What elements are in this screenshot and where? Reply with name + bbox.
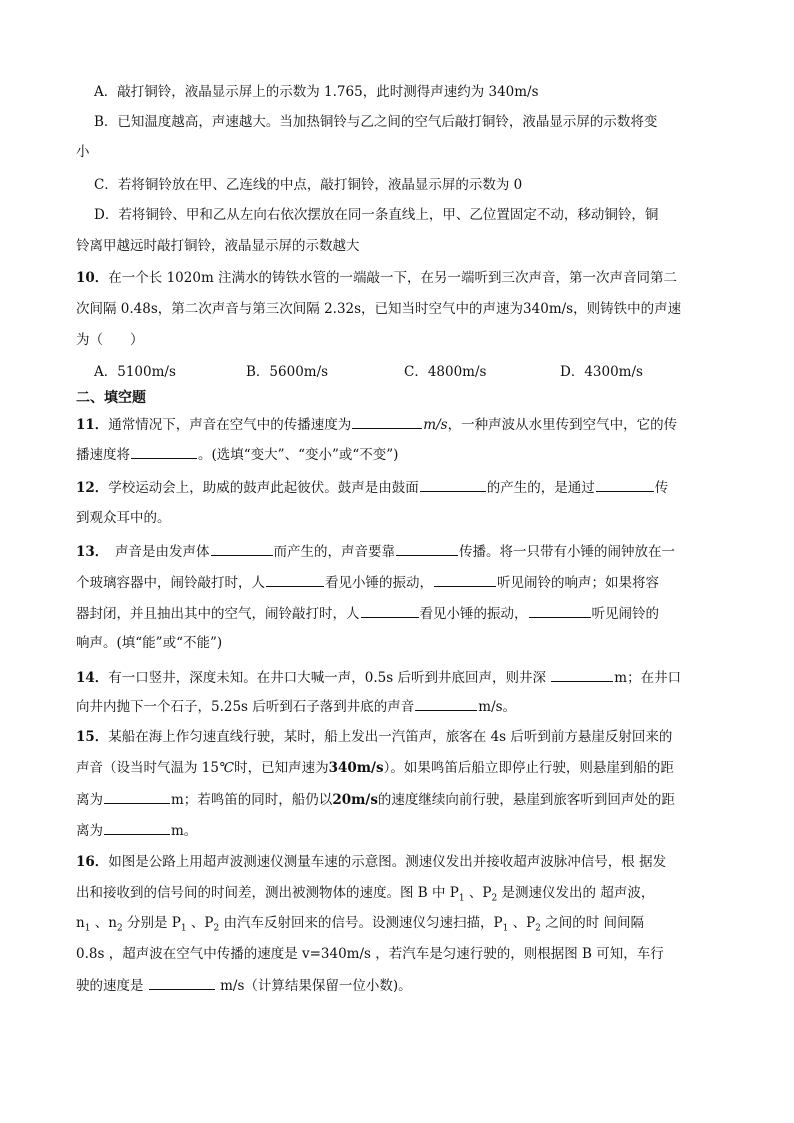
q12-line-2: 到观众耳中的。 (76, 510, 171, 526)
q16-sub: 2 (116, 923, 123, 934)
q15-text-d: 时，已知声速为 (234, 760, 329, 776)
q10-choice-b: B．5600m/s (246, 364, 329, 380)
q11-unit: m/s (423, 417, 448, 433)
q10-choice-a: A．5100m/s (94, 364, 176, 380)
q10-line-1 (76, 268, 677, 288)
q15-text-f: ）。如果鸣笛后船立即停止行驶，则悬崖到船的距 (383, 760, 674, 776)
q15-line-4 (76, 820, 197, 841)
q16-text-b: 出和接收到的信号间的时间差，测出被测物体的速度。图 B 中 P (76, 885, 459, 901)
q11-text-d: 。(选填“变大”、“变小”或“不变”) (198, 447, 399, 463)
q15-line-1 (76, 727, 672, 747)
q11-text-a: 通常情况下，声音在空气中的传播速度为 (108, 417, 352, 433)
q16-text-a: 如图是公路上用超声波测速仪测量车速的示意图。测速仪发出并接收超声波脉冲信号，根 据发 (108, 854, 667, 870)
q9-option-c: C．若将铜铃放在甲、乙连线的中点，敲打铜铃，液晶显示屏的示数为 0 (94, 177, 523, 193)
q15-text-g: 离为 (76, 792, 103, 808)
q16-text-c2: 、n (90, 915, 117, 931)
q13-blank-4[interactable] (434, 572, 496, 587)
q10-choice-d: D．4300m/s (560, 364, 643, 380)
q13-text-g: 器封闭，并且抽出其中的空气，闹铃敲打时，人 (76, 606, 360, 622)
q11-blank-change[interactable] (131, 444, 197, 459)
q13-text-d: 个玻璃容器中，闹铃敲打时，人 (76, 575, 265, 591)
q10-choice-c: C．4800m/s (404, 364, 487, 380)
q15-text-a: 某船在海上作匀速直线行驶，某时，船上发出一汽笛声，旅客在 4s 后听到前方悬崖反射回来的 (108, 729, 673, 745)
q16-text-c10: 、P (508, 915, 536, 931)
q13-blank-5[interactable] (361, 603, 419, 618)
q14-number: 14． (76, 670, 109, 686)
q16-line-4: 0.8s ，超声波在空气中传播的速度是 v=340m/s ，若汽车是匀速行驶的，则根据图 B 可知，车行 (76, 946, 664, 962)
q15-blank-1[interactable] (104, 789, 170, 804)
q16-text-c: n (76, 915, 85, 931)
q16-line-5 (76, 975, 412, 996)
q16-line-2 (76, 883, 654, 909)
q13-text-i: 听见闹铃的 (591, 606, 659, 622)
q13-text-f: 听见闹铃的响声；如果将容 (497, 575, 659, 591)
q13-text-b: 而产生的，声音要靠 (273, 544, 396, 560)
q13-blank-1[interactable] (211, 541, 273, 556)
q14-line-2 (76, 696, 516, 717)
q16-sub: 2 (491, 893, 498, 904)
q16-number: 16． (76, 854, 109, 870)
q13-text-h: 看见小锤的振动， (419, 606, 528, 622)
q11-line-2 (76, 444, 398, 465)
q14-blank-2[interactable] (415, 696, 477, 711)
q15-blank-2[interactable] (104, 820, 170, 835)
q14-line-1 (76, 667, 681, 688)
q13-line-2 (76, 572, 659, 593)
q16-text-c12: 之间的时 间间隔 (540, 915, 644, 931)
q16-text-b4: 是测速仪发出的 超声波， (497, 885, 655, 901)
q15-text-j: 的速度继续向前行驶，悬崖到旅客听到回声处的距 (377, 792, 675, 808)
q12-text-b: 的产生的，是通过 (486, 480, 595, 496)
q12-line-1 (76, 477, 668, 498)
q16-line-3 (76, 913, 644, 939)
q13-line-3 (76, 603, 659, 624)
q13-line-4: 响声。(填“能”或“不能”) (76, 635, 223, 651)
q14-text-d: m/s。 (478, 699, 517, 715)
q15-text-h: m；若鸣笛的同时，船仍以 (171, 792, 333, 808)
q13-text-a: 声音是由发声体 (101, 544, 210, 560)
q10-line-3: 为（ ） (76, 332, 144, 348)
q12-blank-1[interactable] (420, 477, 486, 492)
q15-line-2 (76, 758, 674, 778)
q15-speed-value: 340m/s (328, 760, 384, 776)
q9-option-a: A．敲打铜铃，液晶显示屏上的示数为 1.765，此时测得声速约为 340m/s (94, 84, 539, 100)
q16-sub: 2 (535, 923, 541, 934)
q14-text-c: 向井内抛下一个石子，5.25s 后听到石子落到井底的声音 (76, 699, 415, 715)
q13-line-1 (76, 541, 675, 562)
q13-blank-6[interactable] (529, 603, 591, 618)
q16-text-b2: 、P (464, 885, 492, 901)
q15-text-b: 声音（设当时气温为 15 (76, 760, 219, 776)
q13-text-e: 看见小锤的振动， (325, 575, 433, 591)
q16-sub: 2 (213, 923, 220, 934)
q13-number: 13． (76, 544, 102, 560)
q15-number: 15． (76, 729, 109, 745)
q16-text-c8: 由汽车反射回来的信号。设测速仪匀速扫描，P (219, 915, 503, 931)
q16-sub: 1 (84, 923, 91, 934)
section-heading-fill-blank: 二、填空题 (76, 390, 146, 406)
q9-option-b-cont: 小 (76, 144, 90, 160)
q13-blank-3[interactable] (266, 572, 324, 587)
q16-text-e: 驶的速度是 (76, 978, 148, 994)
q12-text-c: 传 (654, 480, 669, 496)
q14-blank-depth[interactable] (551, 667, 613, 682)
q10-text-1: 在一个长 1020m 注满水的铸铁水管的一端敲一下，在另一端听到三次声音，第一次声音同第二 (108, 270, 678, 286)
q11-text-c: 播速度将 (76, 447, 130, 463)
q16-text-f: m/s（计算结果保留一位小数)。 (215, 978, 412, 994)
q14-text-a: 有一口竖井，深度未知。在井口大喊一声，0.5s 后听到井底回声，则井深 (108, 670, 551, 686)
q16-sub: 1 (180, 923, 187, 934)
q11-line-1 (76, 414, 677, 435)
q13-blank-2[interactable] (396, 541, 458, 556)
q13-text-c: 传播。将一只带有小锤的闹钟放在一 (459, 544, 676, 560)
q16-text-c6: 、P (186, 915, 214, 931)
q15-text-k: 离为 (76, 823, 103, 839)
q16-text-c4: 分别是 P (122, 915, 181, 931)
q12-blank-2[interactable] (596, 477, 654, 492)
q11-blank-speed[interactable] (352, 414, 422, 429)
q15-line-3 (76, 789, 675, 810)
q14-text-b: m；在井口 (614, 670, 682, 686)
q16-sub: 1 (502, 923, 509, 934)
q11-number: 11． (76, 417, 109, 433)
q16-line-1 (76, 852, 666, 872)
q12-number: 12． (76, 480, 109, 496)
q15-ship-speed: 20m/s (332, 792, 378, 808)
q10-number: 10． (76, 270, 109, 286)
q15-text-c: ℃ (218, 760, 235, 776)
q9-option-b: B．已知温度越高，声速越大。当加热铜铃与乙之间的空气后敲打铜铃，液晶显示屏的示数将变 (94, 114, 658, 130)
q12-text-a: 学校运动会上，助威的鼓声此起彼伏。鼓声是由鼓面 (108, 480, 419, 496)
q9-option-d: D．若将铜铃、甲和乙从左向右依次摆放在同一条直线上，甲、乙位置固定不动，移动铜铃，铜 (94, 207, 659, 223)
q9-option-d-cont: 铃离甲越远时敲打铜铃，液晶显示屏的示数越大 (76, 238, 360, 254)
q16-sub: 1 (458, 893, 465, 904)
q15-text-l: m。 (171, 823, 198, 839)
q11-text-b: ，一种声波从水里传到空气中，它的传 (447, 417, 678, 433)
q16-blank-speed[interactable] (149, 975, 215, 990)
q10-line-2: 次间隔 0.48s，第二次声音与第三次间隔 2.32s，已知当时空气中的声速为340m/s，则铸铁中的声速 (76, 301, 682, 317)
